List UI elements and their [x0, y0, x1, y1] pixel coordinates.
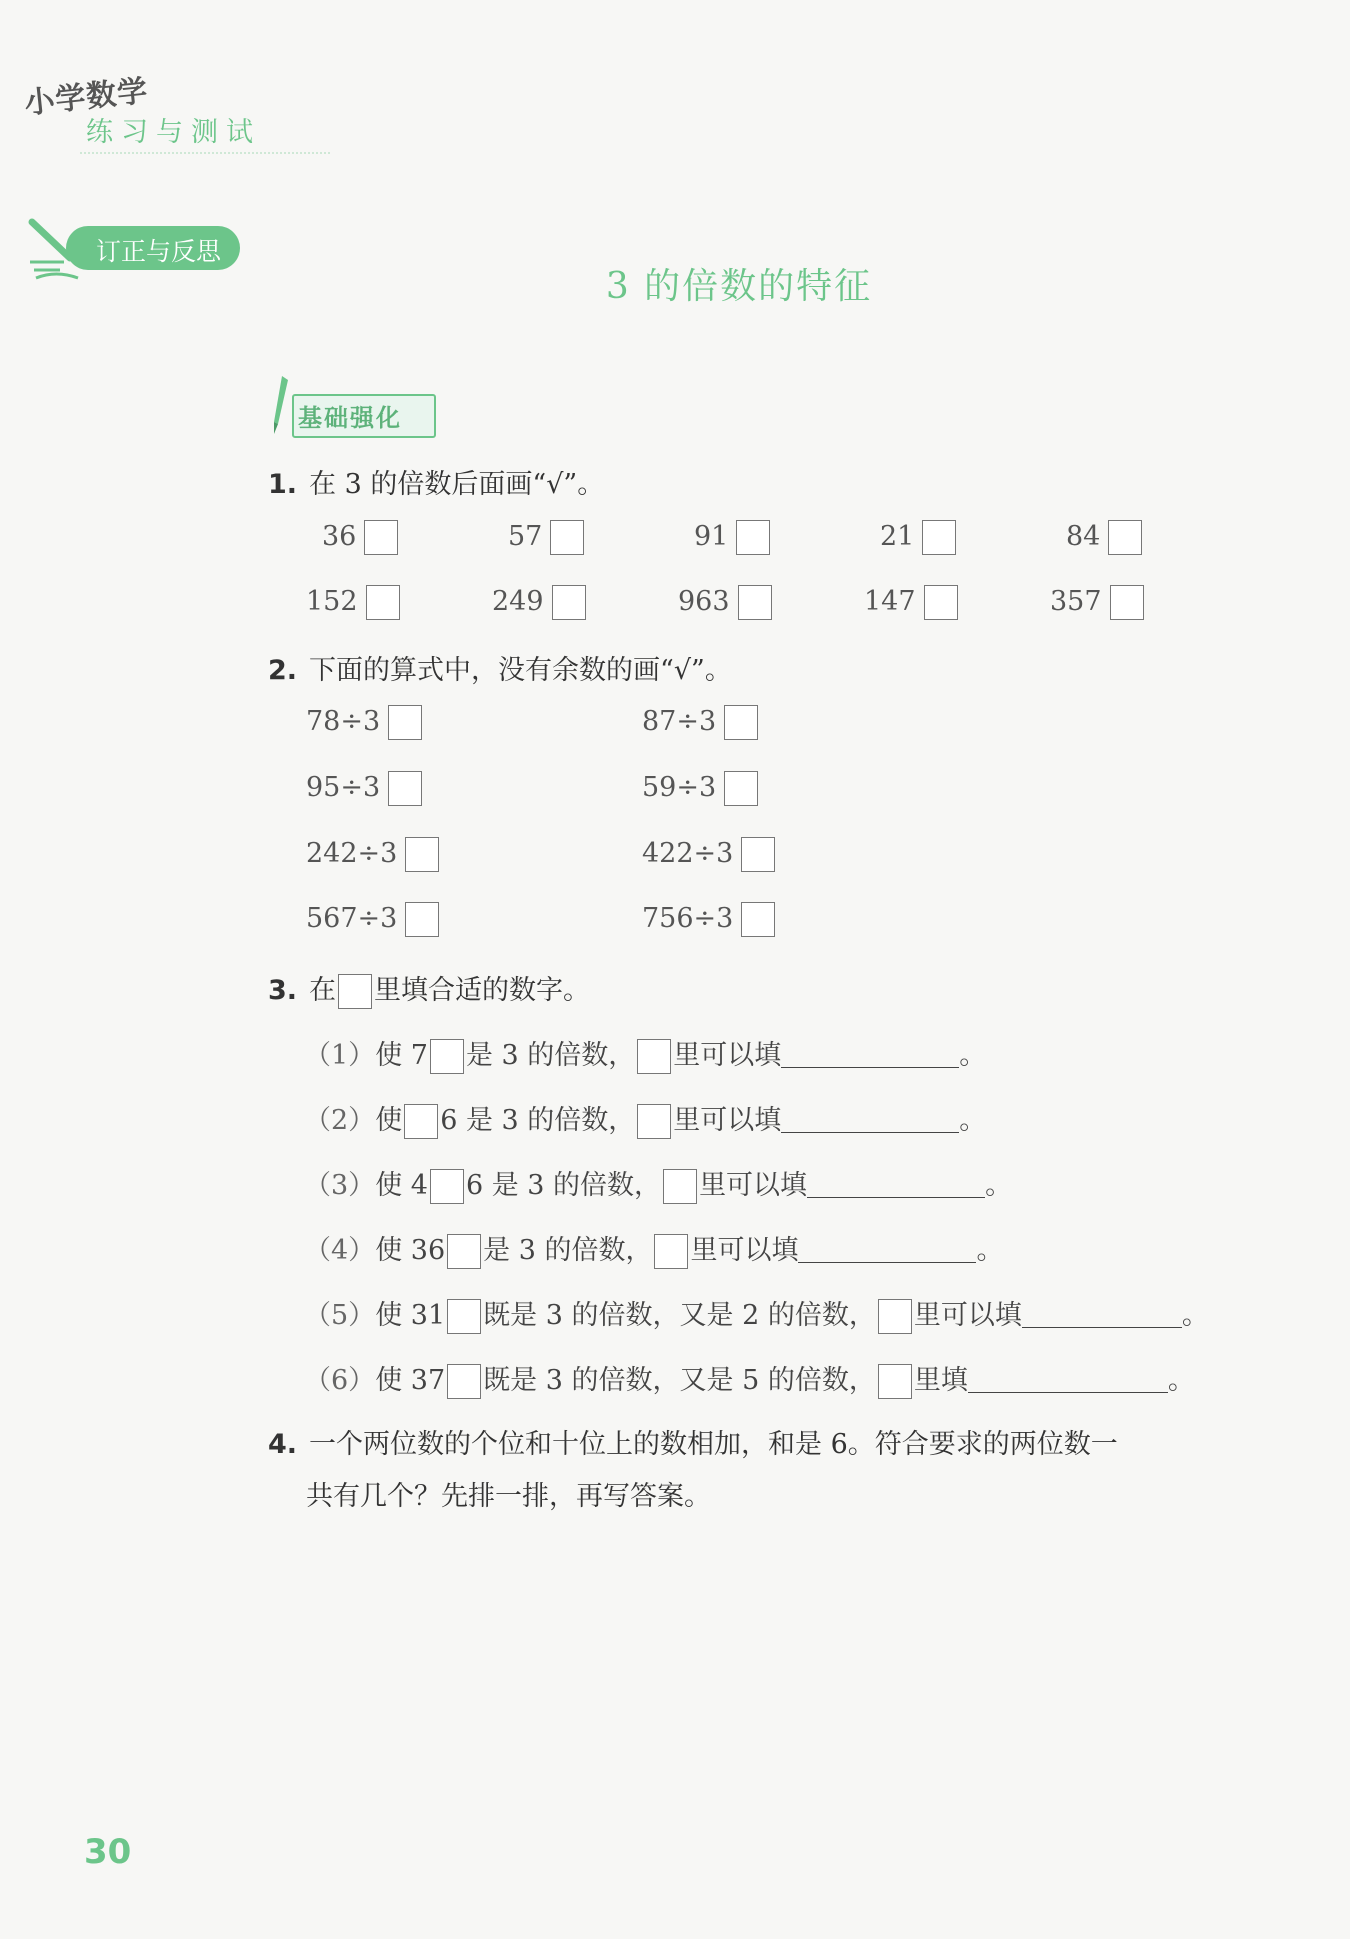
subitem-index: （4） — [304, 1235, 376, 1266]
division-expression: 59÷3 — [642, 772, 717, 803]
question-prompt-post: 里填合适的数字。 — [374, 975, 591, 1006]
q1-item — [322, 520, 400, 555]
q2-item — [306, 837, 441, 872]
q1-number: 963 — [678, 586, 730, 617]
answer-line[interactable] — [781, 1037, 959, 1068]
header-divider — [80, 152, 330, 154]
question-prompt-pre: 在 — [309, 975, 337, 1006]
subitem-text: 里填 — [913, 1365, 968, 1396]
q2-item — [306, 705, 424, 740]
q3-subitem-2 — [304, 1098, 986, 1139]
sample-box — [637, 1039, 671, 1074]
question-number: 1. — [268, 469, 298, 500]
division-expression: 95÷3 — [306, 772, 381, 803]
question-number: 2. — [268, 655, 298, 686]
division-expression: 242÷3 — [306, 838, 398, 869]
subitem-index: （2） — [304, 1105, 376, 1136]
answer-box[interactable] — [405, 902, 439, 937]
subitem-end: 。 — [976, 1235, 1004, 1266]
q2-item — [306, 771, 424, 806]
answer-box[interactable] — [366, 585, 400, 620]
question-text-line1: 一个两位数的个位和十位上的数相加，和是 6。符合要求的两位数一 — [309, 1429, 1118, 1460]
q3-subitem-5 — [304, 1293, 1209, 1334]
question-3 — [268, 968, 590, 1009]
answer-line[interactable] — [798, 1232, 976, 1263]
q1-number: 57 — [508, 521, 543, 552]
answer-box[interactable] — [1110, 585, 1144, 620]
subitem-index: （1） — [304, 1040, 376, 1071]
digit-box[interactable] — [430, 1169, 464, 1204]
division-expression: 78÷3 — [306, 706, 381, 737]
answer-box[interactable] — [736, 520, 770, 555]
subitem-text: 里可以填 — [673, 1040, 782, 1071]
question-number: 3. — [268, 975, 298, 1006]
page-number: 30 — [84, 1832, 132, 1872]
subitem-text: 是 3 的倍数， — [465, 1040, 636, 1071]
subitem-text: 6 是 3 的倍数， — [465, 1170, 662, 1201]
question-prompt: 下面的算式中，没有余数的画“√”。 — [309, 655, 732, 686]
answer-box[interactable] — [724, 705, 758, 740]
subitem-text: 使 36 — [375, 1235, 446, 1266]
digit-box[interactable] — [447, 1299, 481, 1334]
subitem-end: 。 — [959, 1040, 987, 1071]
q1-item — [880, 520, 958, 555]
answer-box[interactable] — [1108, 520, 1142, 555]
correction-label: 订正与反思 — [96, 237, 222, 266]
subitem-end: 。 — [1181, 1300, 1209, 1331]
section-badge — [268, 378, 438, 436]
division-expression: 422÷3 — [642, 838, 734, 869]
subitem-text: 使 31 — [375, 1300, 446, 1331]
question-number: 4. — [268, 1429, 298, 1460]
question-1 — [268, 462, 604, 501]
subitem-text: 使 7 — [375, 1040, 428, 1071]
q1-number: 357 — [1050, 586, 1102, 617]
answer-box[interactable] — [924, 585, 958, 620]
q2-item — [306, 902, 441, 937]
question-2 — [268, 648, 732, 687]
subitem-end: 。 — [959, 1105, 987, 1136]
sample-box — [878, 1364, 912, 1399]
q2-item — [642, 902, 777, 937]
lesson-title: 3 的倍数的特征 — [605, 266, 873, 307]
series-subtitle: 练习与测试 — [86, 117, 261, 148]
subitem-text: 里可以填 — [699, 1170, 808, 1201]
division-expression: 567÷3 — [306, 903, 398, 934]
q3-subitem-4 — [304, 1228, 1003, 1269]
section-label: 基础强化 — [298, 404, 402, 432]
digit-box[interactable] — [404, 1104, 438, 1139]
sample-box — [663, 1169, 697, 1204]
q1-item — [508, 520, 586, 555]
answer-box[interactable] — [738, 585, 772, 620]
subitem-text: 里可以填 — [673, 1105, 782, 1136]
q1-number: 147 — [864, 586, 916, 617]
subitem-index: （5） — [304, 1300, 376, 1331]
series-title: 小学数学 — [22, 73, 150, 122]
digit-box[interactable] — [430, 1039, 464, 1074]
subitem-text: 是 3 的倍数， — [483, 1235, 653, 1266]
subitem-text: 使 — [375, 1105, 403, 1136]
q1-item — [864, 585, 960, 620]
q3-subitem-3 — [304, 1163, 1012, 1204]
digit-box[interactable] — [447, 1234, 481, 1269]
q2-item — [642, 837, 777, 872]
q1-item — [678, 585, 774, 620]
sample-box — [637, 1104, 671, 1139]
answer-box[interactable] — [922, 520, 956, 555]
subitem-text: 6 是 3 的倍数， — [440, 1105, 636, 1136]
q1-item — [1050, 585, 1146, 620]
question-4 — [268, 1422, 1118, 1461]
subitem-text: 既是 3 的倍数，又是 2 的倍数， — [483, 1300, 876, 1331]
sample-box — [878, 1299, 912, 1334]
subitem-end: 。 — [1167, 1365, 1195, 1396]
q2-item — [642, 771, 760, 806]
subitem-index: （3） — [304, 1170, 376, 1201]
answer-box[interactable] — [364, 520, 398, 555]
answer-line[interactable] — [807, 1167, 985, 1198]
answer-box[interactable] — [741, 902, 775, 937]
q1-item — [1066, 520, 1144, 555]
answer-box[interactable] — [388, 771, 422, 806]
sample-box — [654, 1234, 688, 1269]
answer-box[interactable] — [550, 520, 584, 555]
subitem-end: 。 — [985, 1170, 1013, 1201]
q1-number: 21 — [880, 521, 915, 552]
question-4-line2: 共有几个？先排一排，再写答案。 — [306, 1481, 711, 1512]
answer-box[interactable] — [388, 705, 422, 740]
q1-number: 91 — [694, 521, 729, 552]
answer-box[interactable] — [405, 837, 439, 872]
subitem-text: 里可以填 — [690, 1235, 799, 1266]
division-expression: 87÷3 — [642, 706, 717, 737]
division-expression: 756÷3 — [642, 903, 734, 934]
q2-item — [642, 705, 760, 740]
subitem-text: 既是 3 的倍数，又是 5 的倍数， — [483, 1365, 876, 1396]
question-prompt: 在 3 的倍数后面画“√”。 — [309, 469, 605, 500]
answer-box[interactable] — [724, 771, 758, 806]
pen-icon — [268, 374, 292, 440]
q1-number: 36 — [322, 521, 357, 552]
q1-number: 84 — [1066, 521, 1101, 552]
q1-number: 152 — [306, 586, 358, 617]
q3-subitem-1 — [304, 1033, 986, 1074]
q1-item — [306, 585, 402, 620]
digit-box[interactable] — [447, 1364, 481, 1399]
subitem-index: （6） — [304, 1365, 376, 1396]
q1-item — [492, 585, 588, 620]
subitem-text: 里可以填 — [913, 1300, 1022, 1331]
subitem-text: 使 37 — [375, 1365, 446, 1396]
answer-line[interactable] — [968, 1362, 1168, 1393]
answer-box[interactable] — [741, 837, 775, 872]
sample-box — [338, 974, 372, 1009]
answer-line[interactable] — [1022, 1297, 1182, 1328]
answer-line[interactable] — [781, 1102, 959, 1133]
q1-number: 249 — [492, 586, 544, 617]
answer-box[interactable] — [552, 585, 586, 620]
q1-item — [694, 520, 772, 555]
subitem-text: 使 4 — [375, 1170, 428, 1201]
q3-subitem-6 — [304, 1358, 1195, 1399]
